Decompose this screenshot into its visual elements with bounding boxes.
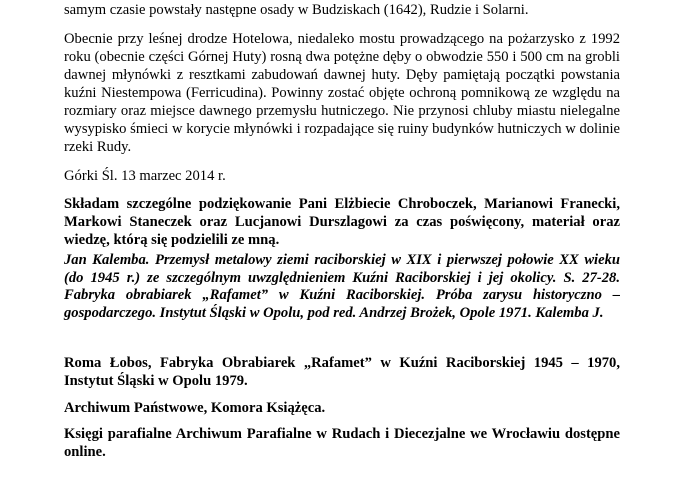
reference-kalemba: Jan Kalemba. Przemysł metalowy ziemi raciborskiej w XIX i pierwszej połowie XX wieku (do 1945 r.) ze szczególnym uwzględnieniem Kuźni Raciborskiej i jej okolicy. S. 27-28. Fabryka obrabiarek „Rafamet” w Kuźni Raciborskiej. Próba zarysu historyczno – gospodarczego. Instytut Śląski w Opolu, pod red. Andrzej Brożek, Opole 1971. Kalemba J. bbox=[64, 252, 620, 321]
reference-ksiegi: Księgi parafialne Archiwum Parafialne w Rudach i Diecezjalne we Wrocławiu dostępne online. bbox=[64, 426, 620, 460]
reference-archiwum: Archiwum Państwowe, Komora Książęca. bbox=[64, 400, 326, 416]
paragraph-settlements: samym czasie powstały następne osady w Budziskach (1642), Rudzie i Solarni. bbox=[64, 2, 529, 18]
paragraph-oaks: Obecnie przy leśnej drodze Hotelowa, niedaleko mostu prowadzącego na pożarzysko z 1992 roku (obecnie części Górnej Huty) rosną dwa potężne dęby o obwodzie 550 i 500 cm na grobli dawnej młynówki z resztkami zabudowań dawnej huty. Dęby pamiętają początki powstania kuźni Niestempowa (Ferricudina). Powinny zostać objęte ochroną pomnikową ze względu na rozmiary oraz miejsce dawnego przemysłu hutniczego. Nie przynosi chluby miastu nielegalne wysypisko śmieci w korycie młynówki i rozpadające się ruiny budynków hutniczych w dolinie rzeki Rudy. bbox=[64, 31, 620, 155]
acknowledgement: Składam szczególne podziękowanie Pani Elżbiecie Chroboczek, Marianowi Franecki, Markowi Staneczek oraz Lucjanowi Durszlagowi za czas poświęcony, materiał oraz wiedzę, którą się podzielili ze mną. bbox=[64, 196, 620, 248]
reference-lobos: Roma Łobos, Fabryka Obrabiarek „Rafamet” w Kuźni Raciborskiej 1945 – 1970, Instytut Śląski w Opolu 1979. bbox=[64, 355, 620, 389]
date-line: Górki Śl. 13 marzec 2014 r. bbox=[64, 168, 226, 184]
